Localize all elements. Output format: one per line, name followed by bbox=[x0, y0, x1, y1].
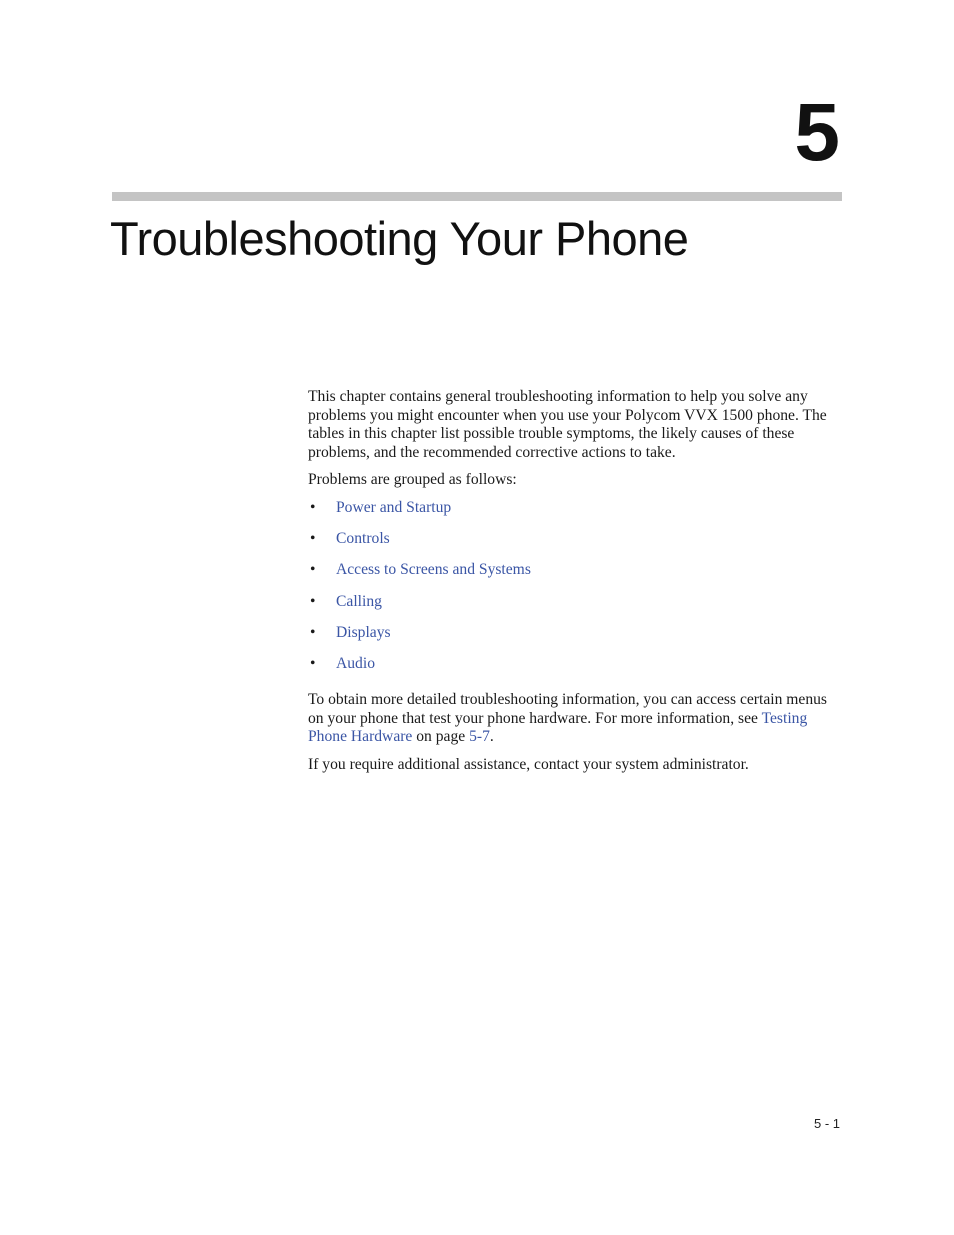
list-item bbox=[308, 530, 844, 561]
link-page-ref[interactable]: 5-7 bbox=[469, 728, 490, 746]
detail-text-after: . bbox=[489, 728, 494, 746]
bullet-icon: • bbox=[310, 592, 316, 610]
link-displays[interactable]: Displays bbox=[336, 623, 391, 641]
list-item bbox=[308, 561, 844, 592]
bullet-icon: • bbox=[310, 623, 316, 641]
bullet-icon: • bbox=[310, 654, 316, 672]
list-item bbox=[308, 624, 844, 655]
chapter-content bbox=[308, 388, 844, 783]
link-audio[interactable]: Audio bbox=[336, 654, 375, 672]
link-calling[interactable]: Calling bbox=[336, 592, 382, 610]
chapter-title: Troubleshooting Your Phone bbox=[110, 212, 689, 265]
bullet-icon: • bbox=[310, 530, 316, 548]
topic-list bbox=[308, 499, 844, 686]
bullet-icon: • bbox=[310, 561, 316, 579]
link-controls[interactable]: Controls bbox=[336, 530, 390, 548]
assistance-paragraph: If you require additional assistance, contact your system administrator. bbox=[308, 755, 749, 773]
detail-paragraph bbox=[308, 691, 844, 747]
link-access-to-screens[interactable]: Access to Screens and Systems bbox=[336, 561, 531, 579]
grouped-label: Problems are grouped as follows: bbox=[308, 471, 517, 489]
detail-text-before: To obtain more detailed troubleshooting information, you can access certain menus on your phone that test your phone hardware. For more information, see bbox=[308, 691, 827, 727]
bullet-icon: • bbox=[310, 498, 316, 516]
link-testing-phone-hardware[interactable]: Testing Phone Hardware bbox=[308, 709, 808, 746]
page-number: 5 - 1 bbox=[813, 1116, 840, 1131]
list-item bbox=[308, 593, 844, 624]
chapter-number: 5 bbox=[794, 87, 840, 178]
list-item bbox=[308, 655, 844, 686]
detail-text-middle: on page bbox=[412, 728, 470, 746]
intro-paragraph: This chapter contains general troubleshooting information to help you solve any problems you might encounter when you use your Polycom VVX 1500 phone. The tables in this chapter list possible trouble symptoms, the likely causes of these problems, and the recommended corrective actions to take. bbox=[308, 388, 827, 461]
list-item bbox=[308, 499, 844, 530]
link-power-and-startup[interactable]: Power and Startup bbox=[336, 498, 452, 516]
chapter-rule bbox=[112, 192, 842, 201]
